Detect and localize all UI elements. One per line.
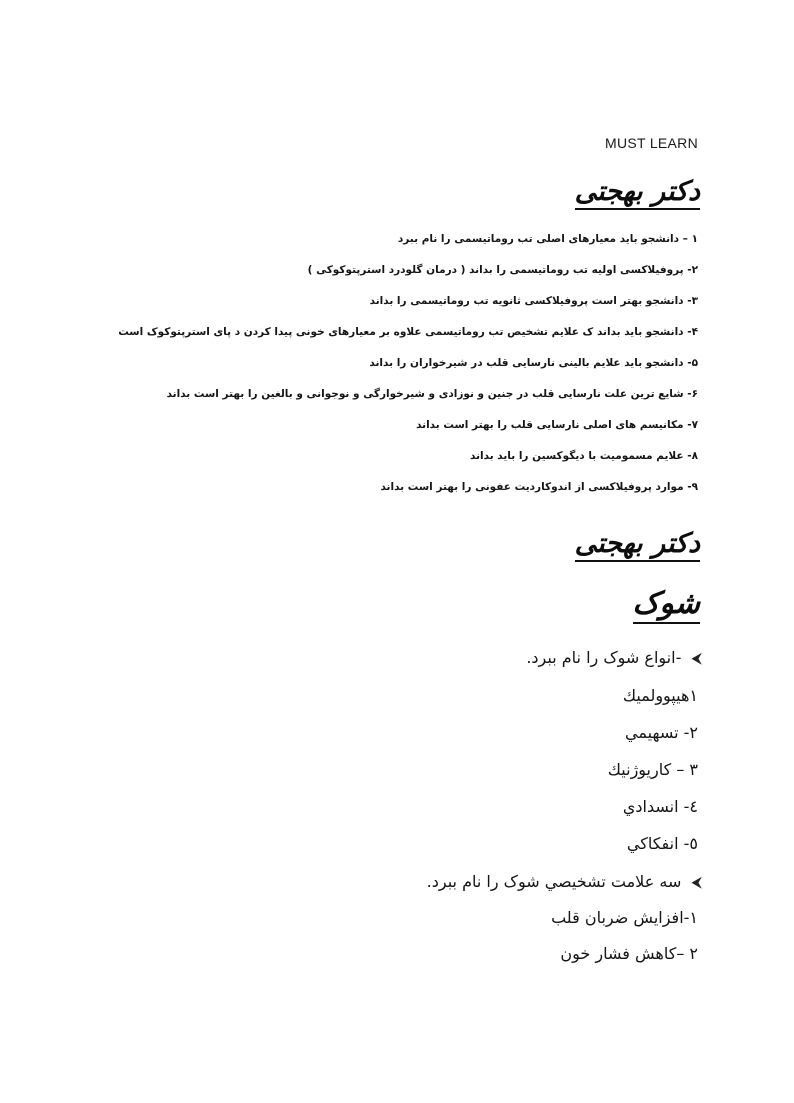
section1-title: دکتر بهجتی: [575, 178, 700, 210]
shock-sign-item: ۱-افزایش ضربان قلب: [551, 908, 698, 927]
shock-types-bullet: [526, 648, 702, 667]
objective-item: ۷- مکانیسم های اصلی نارسایی قلب را بهتر است بداند: [416, 419, 698, 431]
shock-type-item: ٥- انفكاكي: [626, 834, 698, 853]
objective-item: ۹- موارد پروفیلاکسی از اندوکاردیت عفونی را بهتر است بداند: [380, 481, 698, 493]
objective-item: ۵- دانشجو باید علایم بالینی نارسایی قلب در شیرخواران را بداند: [369, 357, 698, 369]
arrow-bullet-icon: ⮜: [691, 649, 702, 667]
objective-item: ۸- علایم مسمومیت با دیگوکسین را باید بداند: [470, 450, 698, 462]
objective-item: ۴- دانشجو باید بداند ک علایم تشخیص تب روماتیسمی علاوه بر معیارهای خونی پیدا کردن د پای استرپتوکوک است: [118, 326, 698, 338]
shock-types-prompt: -انواع شوک را نام ببرد.: [526, 648, 682, 667]
must-learn-label: MUST LEARN: [605, 135, 698, 151]
shock-sign-item: ۲ –کاهش فشار خون: [560, 944, 698, 963]
objective-item: ۱ – دانشجو باید معیارهای اصلی تب روماتیسمی را نام ببرد: [397, 233, 698, 245]
arrow-bullet-icon: ⮜: [691, 873, 702, 891]
section2-title: دکتر بهجتی: [575, 530, 700, 562]
shock-type-item: ۱هیپوولمیك: [622, 686, 698, 705]
shock-type-item: ٤- انسدادي: [622, 797, 698, 816]
learning-objectives-list: [118, 228, 698, 507]
shock-heading: شوک: [633, 589, 701, 624]
objective-item: ۳- دانشجو بهتر است پروفیلاکسی ثانویه تب روماتیسمی را بداند: [369, 295, 698, 307]
objective-item: ۲- پروفیلاکسی اولیه تب روماتیسمی را بداند ( درمان گلودرد استرپتوکوکی ): [307, 264, 698, 276]
shock-type-item: ۳ – کاريوژنيك: [607, 760, 698, 779]
shock-signs-bullet: [427, 872, 702, 891]
shock-type-item: ۲- تسهیمي: [625, 723, 698, 742]
objective-item: ۶- شایع ترین علت نارسایی قلب در جنین و نوزادی و شیرخوارگی و نوجوانی و بالغین را بهتر است بداند: [166, 388, 698, 400]
shock-signs-prompt: سه علامت تشخيصي شوک را نام ببرد.: [426, 872, 682, 891]
